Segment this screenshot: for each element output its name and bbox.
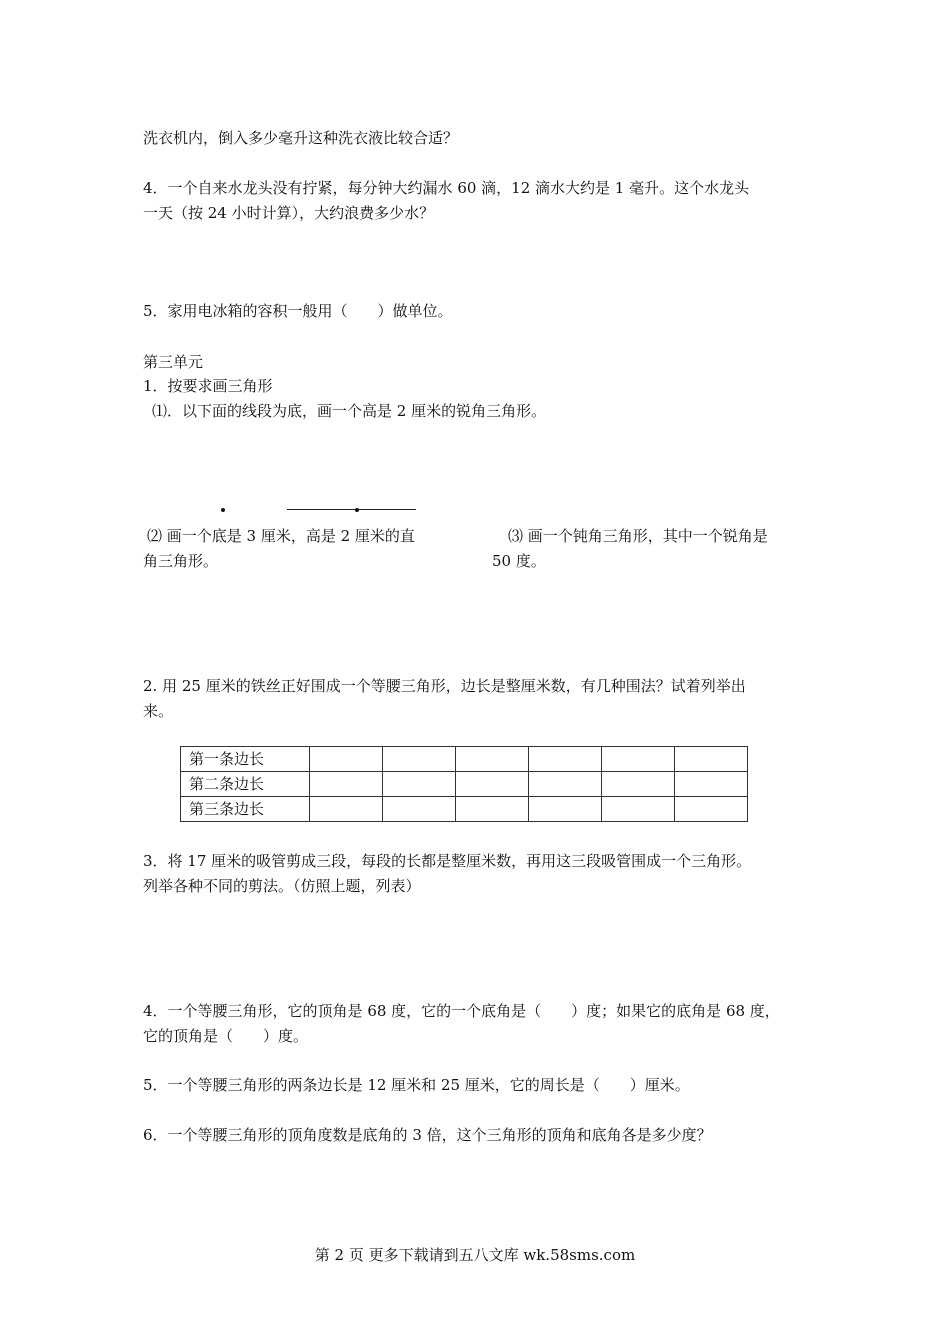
point-marker <box>221 508 225 512</box>
blank-cell[interactable] <box>383 797 456 822</box>
row-header: 第二条边长 <box>181 772 310 797</box>
blank-cell[interactable] <box>675 772 748 797</box>
blank-cell[interactable] <box>529 797 602 822</box>
u3-q3-line1: 3．将 17 厘米的吸管剪成三段，每段的长都是整厘米数，再用这三段吸管围成一个三角形。 <box>143 852 752 870</box>
u3-q1-sub3-line1: ⑶ 画一个钝角三角形，其中一个锐角是 <box>508 527 768 545</box>
blank-cell[interactable] <box>529 747 602 772</box>
unit3-title: 第三单元 <box>143 353 204 371</box>
u3-q4-line1: 4．一个等腰三角形，它的顶角是 68 度，它的一个底角是（ ）度；如果它的底角是 68 度， <box>143 1002 780 1020</box>
u3-q2-line1: 2. 用 25 厘米的铁丝正好围成一个等腰三角形，边长是整厘米数，有几种围法？试着列举出 <box>143 677 746 695</box>
u3-q2-line2: 来。 <box>143 702 174 720</box>
blank-cell[interactable] <box>602 747 675 772</box>
blank-cell[interactable] <box>456 772 529 797</box>
u3-q1-sub2-line1: ⑵ 画一个底是 3 厘米，高是 2 厘米的直 <box>147 527 415 545</box>
u3-q4-line2: 它的顶角是（ ）度。 <box>143 1027 309 1045</box>
u3-q1-sub3-line2: 50 度。 <box>492 552 546 570</box>
table-row <box>181 797 748 822</box>
blank-cell[interactable] <box>310 797 383 822</box>
blank-cell[interactable] <box>383 772 456 797</box>
u3-q3-line2: 列举各种不同的剪法。（仿照上题，列表） <box>143 877 421 895</box>
blank-cell[interactable] <box>383 747 456 772</box>
u2-q4-line1: 4．一个自来水龙头没有拧紧，每分钟大约漏水 60 滴，12 滴水大约是 1 毫升。这个水龙头 <box>143 179 750 197</box>
page-footer: 第 2 页 更多下载请到五八文库 wk.58sms.com <box>314 1246 636 1264</box>
blank-cell[interactable] <box>310 747 383 772</box>
u3-q1: 1．按要求画三角形 <box>143 377 273 395</box>
segment-midpoint-marker <box>355 508 359 512</box>
u3-q1-sub2-line2: 角三角形。 <box>143 552 219 570</box>
blank-cell[interactable] <box>602 797 675 822</box>
blank-cell[interactable] <box>602 772 675 797</box>
u3-q6: 6．一个等腰三角形的顶角度数是底角的 3 倍，这个三角形的顶角和底角各是多少度？ <box>143 1126 712 1144</box>
table-row <box>181 772 748 797</box>
blank-cell[interactable] <box>456 797 529 822</box>
u3-q5: 5．一个等腰三角形的两条边长是 12 厘米和 25 厘米，它的周长是（ ）厘米。 <box>143 1076 690 1094</box>
blank-cell[interactable] <box>675 747 748 772</box>
base-line-segment <box>287 509 416 510</box>
blank-cell[interactable] <box>456 747 529 772</box>
row-header: 第一条边长 <box>181 747 310 772</box>
blank-cell[interactable] <box>310 772 383 797</box>
side-length-table <box>180 746 748 822</box>
u2-q3-continuation: 洗衣机内，倒入多少毫升这种洗衣液比较合适？ <box>143 129 459 147</box>
blank-cell[interactable] <box>675 797 748 822</box>
row-header: 第三条边长 <box>181 797 310 822</box>
table-row <box>181 747 748 772</box>
blank-cell[interactable] <box>529 772 602 797</box>
u2-q5: 5．家用电冰箱的容积一般用（ ）做单位。 <box>143 302 453 320</box>
u2-q4-line2: 一天（按 24 小时计算），大约浪费多少水？ <box>143 204 435 222</box>
u3-q1-sub1: ⑴．以下面的线段为底，画一个高是 2 厘米的锐角三角形。 <box>152 402 547 420</box>
